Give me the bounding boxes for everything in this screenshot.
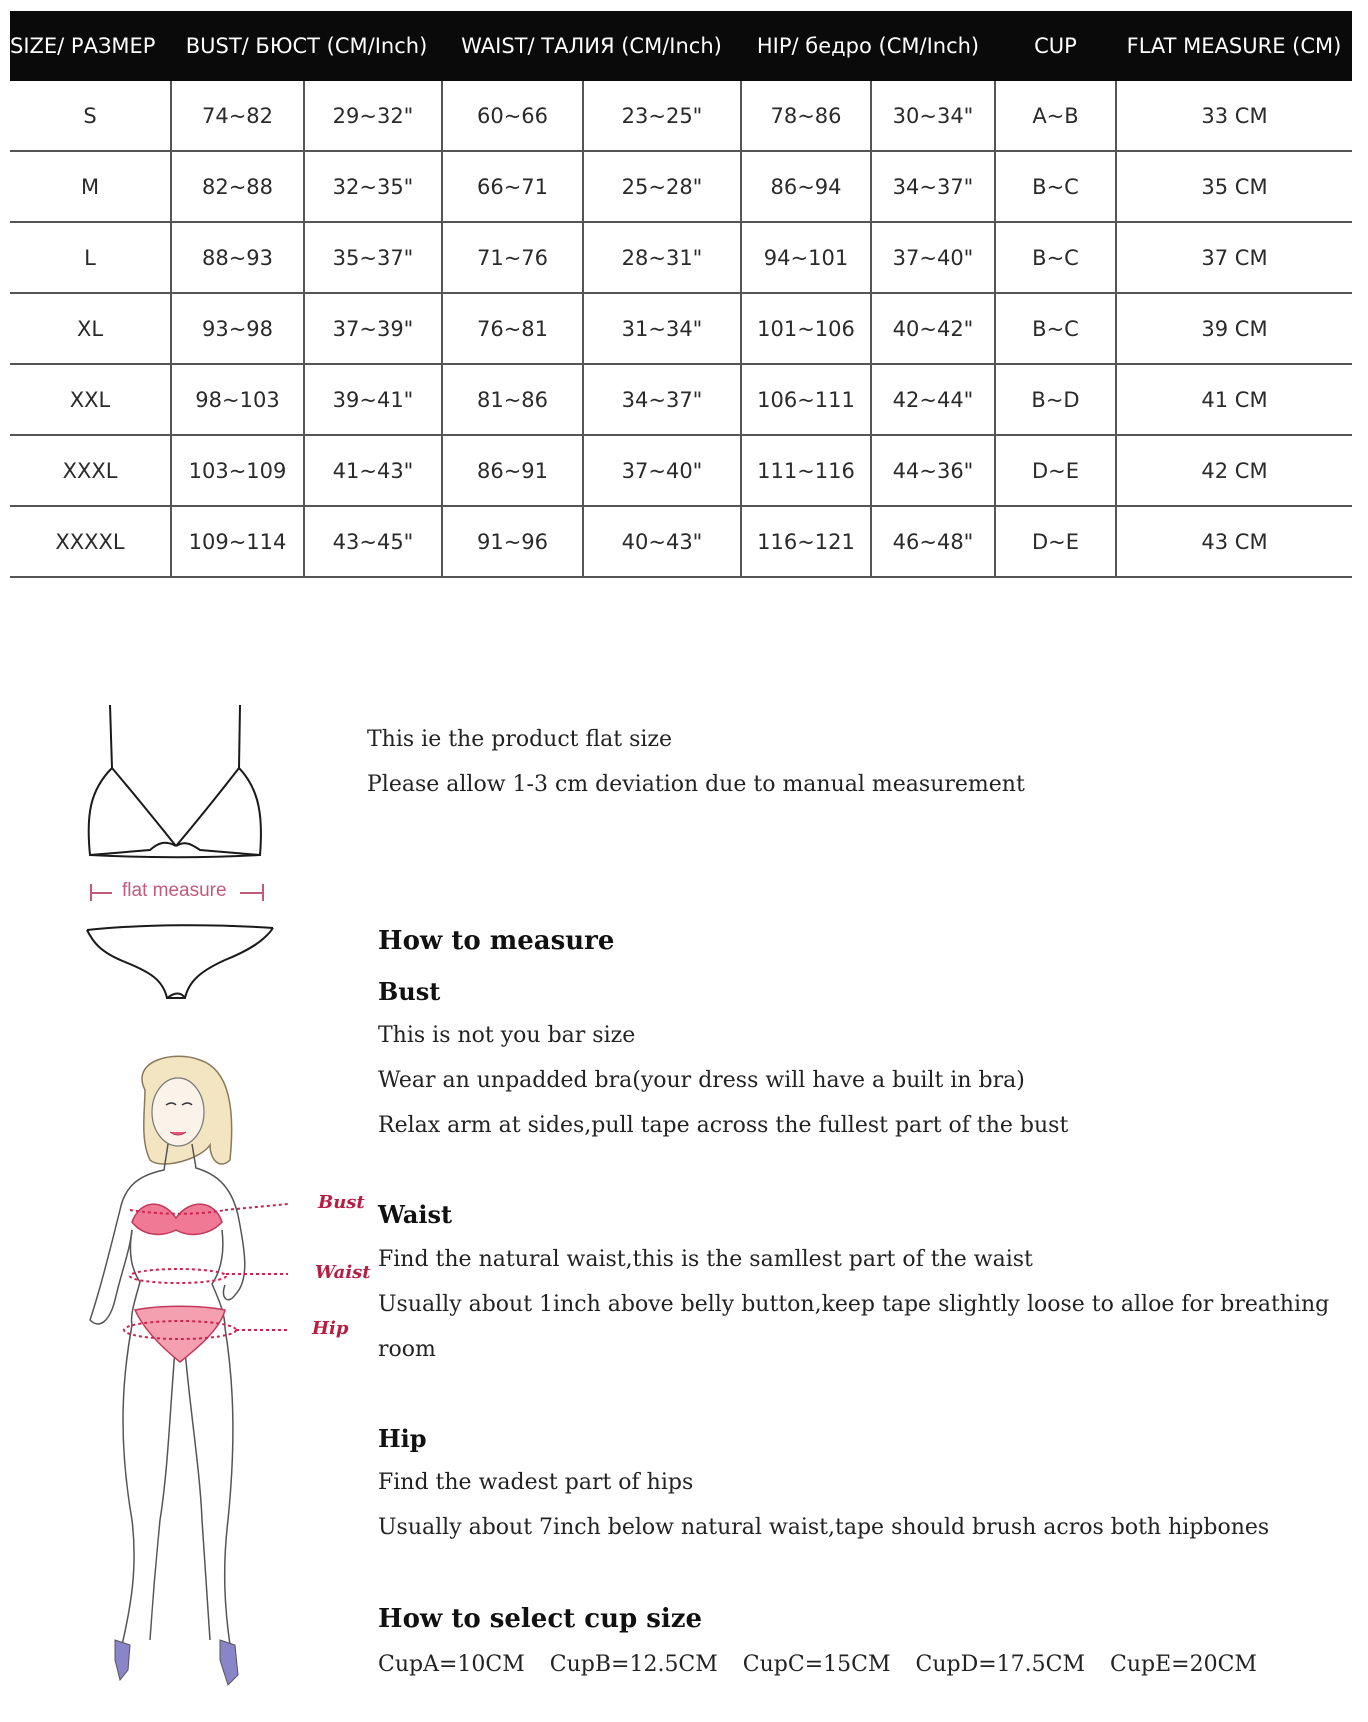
table-cell: 28~31" (583, 222, 741, 293)
table-cell: B~C (995, 151, 1116, 222)
cup-size-item: CupC=15CM (742, 1652, 891, 1677)
flat-measure-label (88, 878, 268, 906)
table-cell: 81~86 (442, 364, 583, 435)
table-cell: 44~36" (871, 435, 995, 506)
table-cell: 106~111 (741, 364, 871, 435)
table-cell: 111~116 (741, 435, 871, 506)
table-cell: 30~34" (871, 81, 995, 151)
table-cell: 34~37" (871, 151, 995, 222)
cup-size-item: CupA=10CM (378, 1652, 525, 1677)
bust-line-2: Wear an unpadded bra(your dress will have a built in bra) (378, 1068, 1025, 1093)
table-cell: 25~28" (583, 151, 741, 222)
cup-size-title: How to select cup size (378, 1604, 703, 1634)
table-cell: 42 CM (1116, 435, 1352, 506)
table-cell: 103~109 (171, 435, 304, 506)
table-cell: 42~44" (871, 364, 995, 435)
table-cell: 93~98 (171, 293, 304, 364)
size-cell: XXXXL (10, 506, 171, 577)
table-cell: 101~106 (741, 293, 871, 364)
header-flat-measure: FLAT MEASURE (CM) (1116, 11, 1352, 81)
cup-size-item: CupD=17.5CM (915, 1652, 1086, 1677)
table-cell: 35 CM (1116, 151, 1352, 222)
bust-section-title: Bust (378, 977, 441, 1006)
table-cell: 39~41" (304, 364, 442, 435)
header-hip: HIP/ бедро (CM/Inch) (741, 11, 995, 81)
table-cell: 66~71 (442, 151, 583, 222)
table-cell: 86~94 (741, 151, 871, 222)
bust-tag: Bust (318, 1192, 365, 1213)
table-cell: 43 CM (1116, 506, 1352, 577)
cup-size-list (378, 1652, 1275, 1677)
hip-section-title: Hip (378, 1424, 427, 1453)
header-size: SIZE/ РАЗМЕР (10, 11, 171, 81)
table-header-row (10, 11, 1352, 81)
cup-size-item: CupE=20CM (1110, 1652, 1257, 1677)
table-cell: 31~34" (583, 293, 741, 364)
table-row (10, 506, 1352, 577)
table-cell: 29~32" (304, 81, 442, 151)
table-cell: 40~43" (583, 506, 741, 577)
table-cell: A~B (995, 81, 1116, 151)
how-to-measure-title: How to measure (378, 926, 615, 956)
table-row (10, 435, 1352, 506)
table-cell: 91~96 (442, 506, 583, 577)
size-cell: XL (10, 293, 171, 364)
table-cell: 37 CM (1116, 222, 1352, 293)
table-cell: 35~37" (304, 222, 442, 293)
table-cell: D~E (995, 506, 1116, 577)
header-waist: WAIST/ ТАЛИЯ (CM/Inch) (442, 11, 741, 81)
table-cell: 86~91 (442, 435, 583, 506)
table-cell: 37~39" (304, 293, 442, 364)
table-cell: 40~42" (871, 293, 995, 364)
flat-note-line-2: Please allow 1-3 cm deviation due to manual measurement (367, 772, 1025, 797)
waist-line-2: Usually about 1inch above belly button,keep tape slightly loose to alloe for breathing (378, 1292, 1330, 1317)
table-cell: 98~103 (171, 364, 304, 435)
hip-line-2: Usually about 7inch below natural waist,tape should brush acros both hipbones (378, 1515, 1270, 1540)
table-cell: 109~114 (171, 506, 304, 577)
table-cell: 43~45" (304, 506, 442, 577)
table-cell: 41 CM (1116, 364, 1352, 435)
table-cell: 39 CM (1116, 293, 1352, 364)
flat-note-line-1: This ie the product flat size (367, 727, 673, 752)
table-cell: B~C (995, 222, 1116, 293)
waist-section-title: Waist (378, 1200, 453, 1229)
size-cell: XXXL (10, 435, 171, 506)
size-cell: XXL (10, 364, 171, 435)
table-cell: 60~66 (442, 81, 583, 151)
table-cell: 37~40" (583, 435, 741, 506)
table-cell: 74~82 (171, 81, 304, 151)
cup-size-item: CupB=12.5CM (549, 1652, 718, 1677)
table-cell: 82~88 (171, 151, 304, 222)
table-row (10, 293, 1352, 364)
table-row (10, 222, 1352, 293)
waist-tag: Waist (315, 1262, 371, 1283)
table-cell: 46~48" (871, 506, 995, 577)
table-cell: 37~40" (871, 222, 995, 293)
table-cell: 23~25" (583, 81, 741, 151)
table-cell: 88~93 (171, 222, 304, 293)
bra-illustration (80, 700, 280, 865)
waist-line-1: Find the natural waist,this is the samllest part of the waist (378, 1247, 1033, 1272)
table-cell: B~D (995, 364, 1116, 435)
table-cell: 116~121 (741, 506, 871, 577)
size-cell: S (10, 81, 171, 151)
table-cell: 78~86 (741, 81, 871, 151)
hip-tag: Hip (312, 1318, 349, 1339)
table-row (10, 151, 1352, 222)
header-bust: BUST/ БЮСТ (CM/Inch) (171, 11, 442, 81)
header-cup: CUP (995, 11, 1116, 81)
table-row (10, 364, 1352, 435)
flat-measure-text: flat measure (122, 880, 227, 901)
table-cell: 76~81 (442, 293, 583, 364)
table-cell: 33 CM (1116, 81, 1352, 151)
table-cell: B~C (995, 293, 1116, 364)
table-cell: 34~37" (583, 364, 741, 435)
table-cell: 71~76 (442, 222, 583, 293)
table-row (10, 81, 1352, 151)
bust-line-3: Relax arm at sides,pull tape across the fullest part of the bust (378, 1113, 1069, 1138)
woman-figure-illustration (60, 1050, 380, 1700)
table-cell: D~E (995, 435, 1116, 506)
panty-illustration (85, 922, 275, 1002)
hip-line-1: Find the wadest part of hips (378, 1470, 694, 1495)
table-cell: 32~35" (304, 151, 442, 222)
size-chart-table (10, 11, 1352, 578)
table-cell: 94~101 (741, 222, 871, 293)
size-cell: M (10, 151, 171, 222)
bust-line-1: This is not you bar size (378, 1023, 636, 1048)
waist-line-3: room (378, 1337, 436, 1362)
table-cell: 41~43" (304, 435, 442, 506)
size-cell: L (10, 222, 171, 293)
